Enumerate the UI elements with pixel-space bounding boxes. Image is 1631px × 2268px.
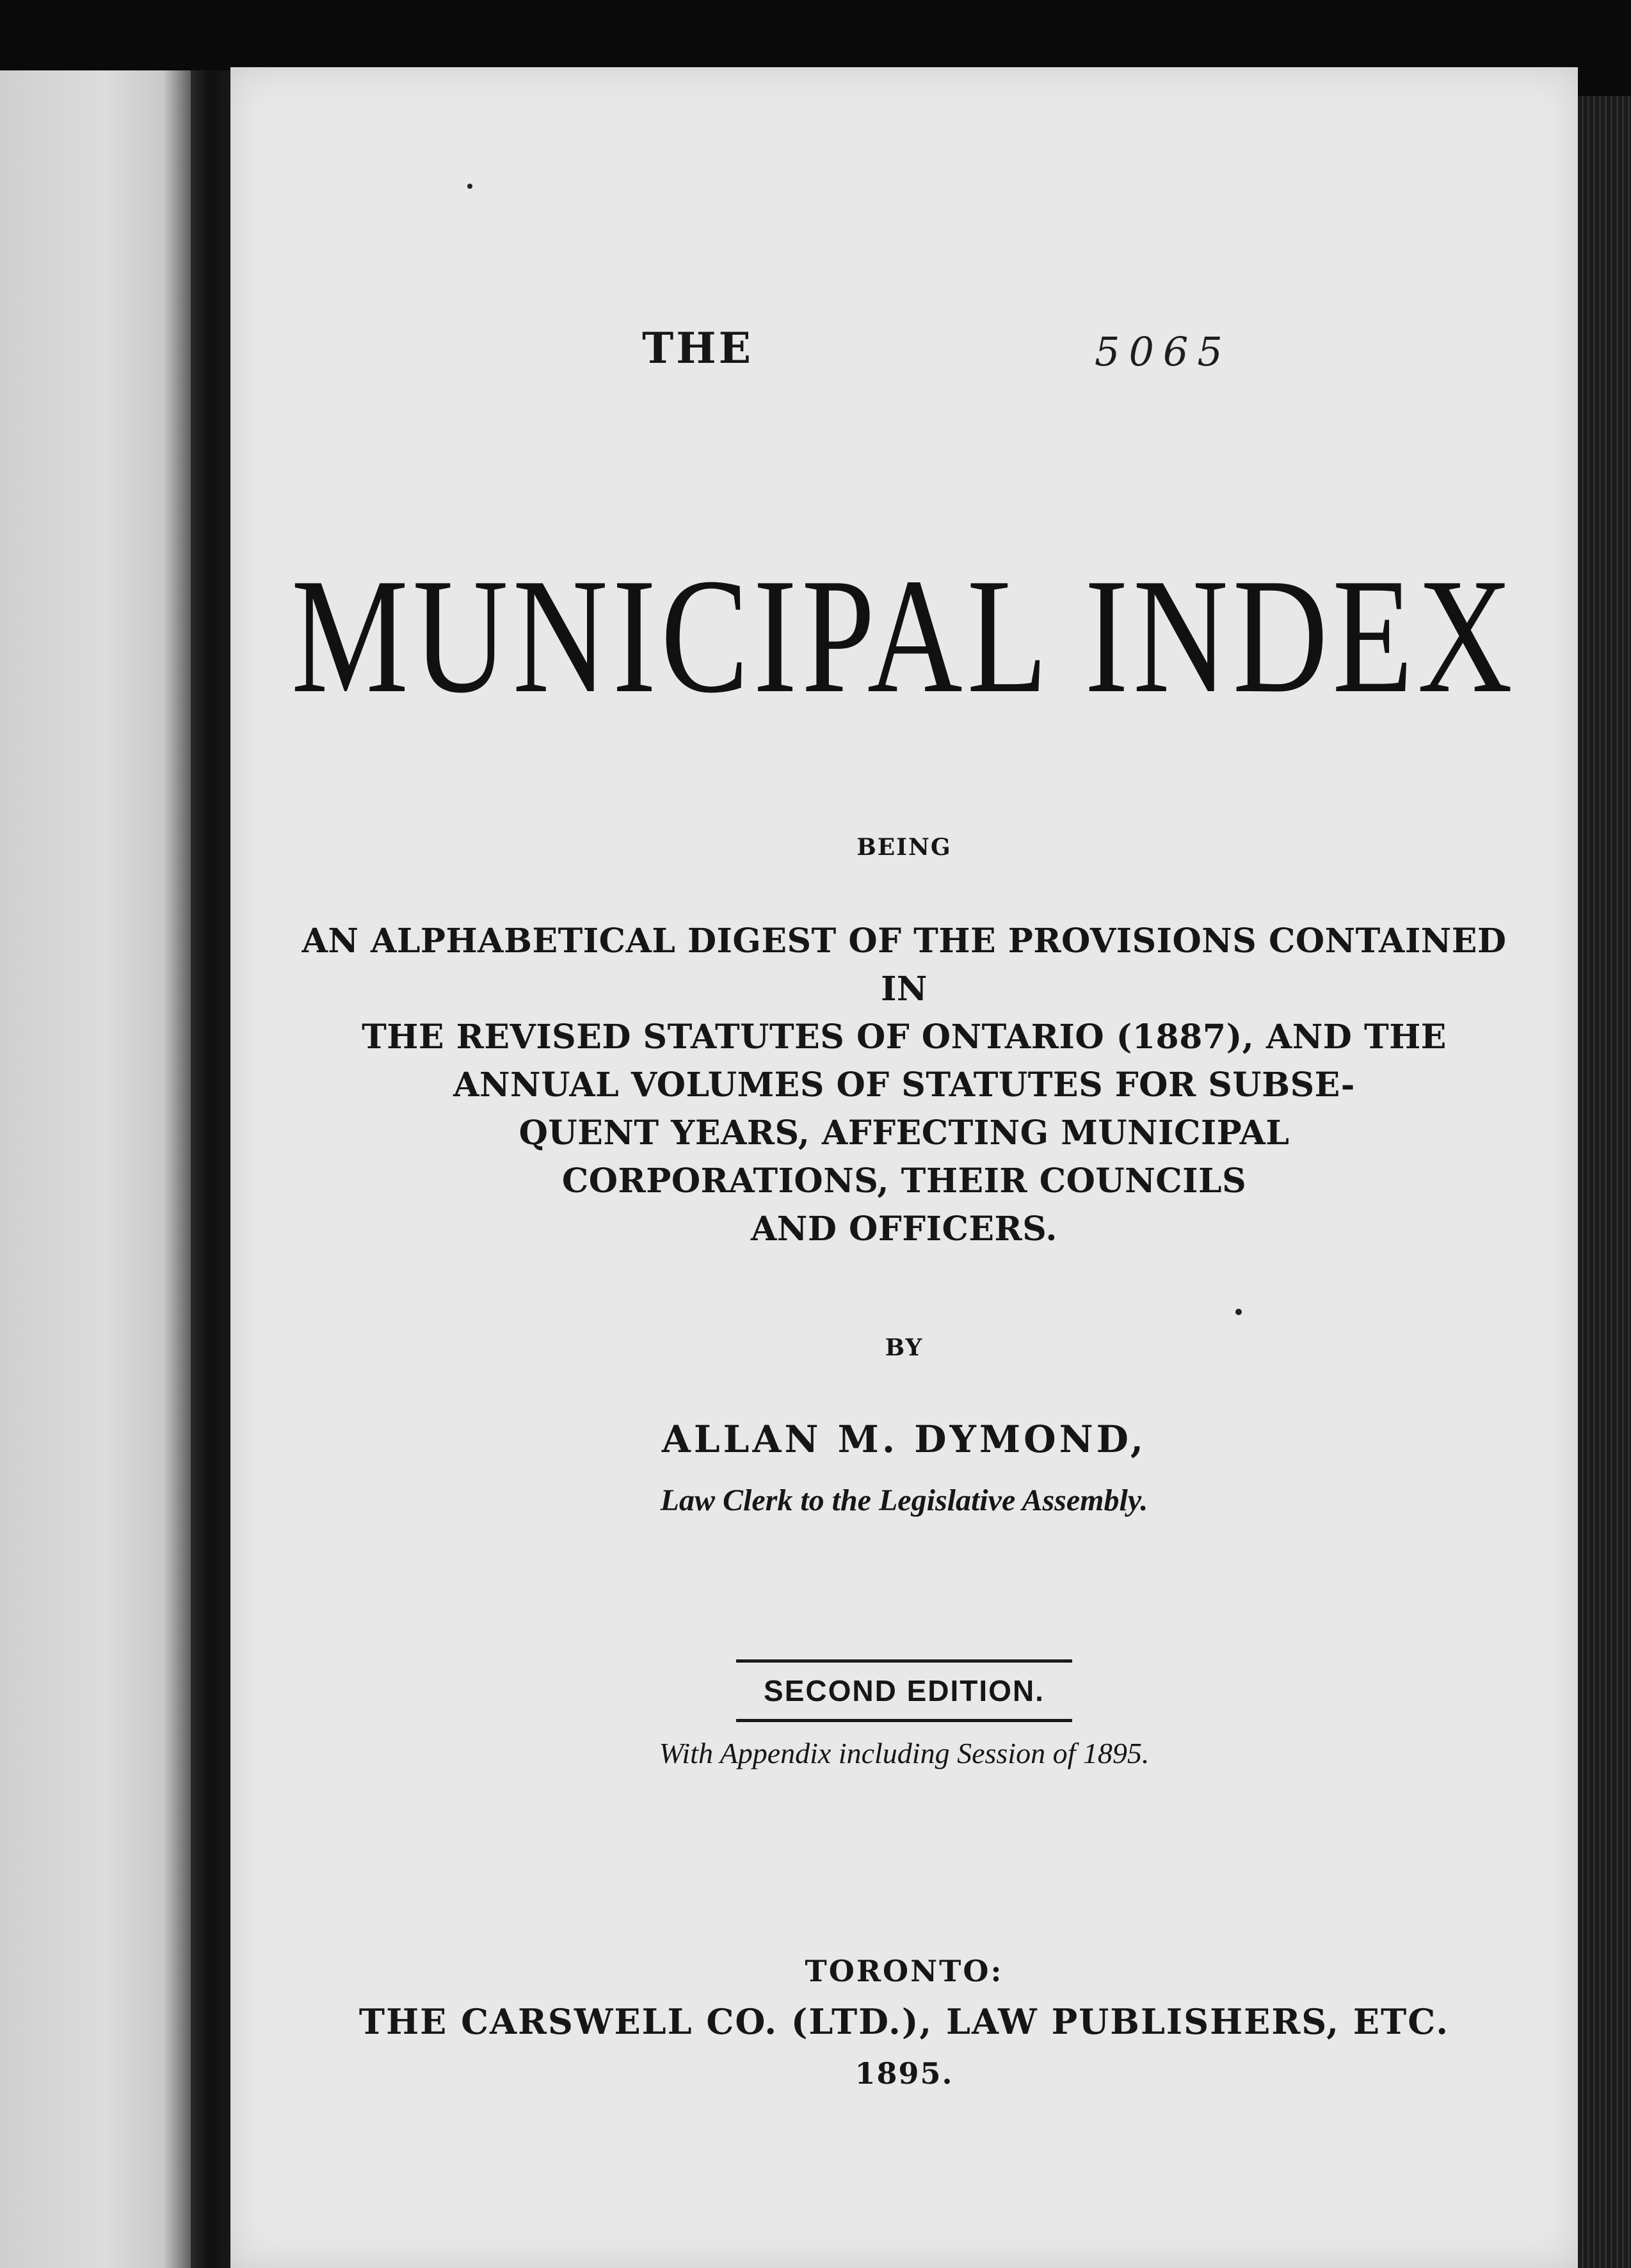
description-line: ANNUAL VOLUMES OF STATUTES FOR SUBSE- — [453, 1066, 1355, 1105]
appendix-note: With Appendix including Session of 1895. — [659, 1737, 1150, 1769]
edition-label: SECOND EDITION. — [764, 1674, 1045, 1707]
previous-page-edge — [0, 70, 192, 2268]
title-article: THE — [642, 323, 753, 373]
description-line: AND OFFICERS. — [750, 1210, 1058, 1249]
publication-year: 1895. — [855, 2056, 954, 2091]
description-line: CORPORATIONS, THEIR COUNCILS — [561, 1162, 1247, 1201]
ink-speck — [1235, 1309, 1242, 1315]
author-role: Law Clerk to the Legislative Assembly. — [660, 1483, 1148, 1517]
book-description — [294, 917, 1514, 1253]
edition-box — [736, 1659, 1072, 1722]
page-stack-edge — [1578, 96, 1631, 2268]
description-line: QUENT YEARS, AFFECTING MUNICIPAL — [518, 1114, 1290, 1153]
description-line: THE REVISED STATUTES OF ONTARIO (1887), AND THE — [362, 1018, 1447, 1057]
description-line: AN ALPHABETICAL DIGEST OF THE PROVISIONS CONTAINED IN — [301, 922, 1507, 1009]
title-page — [230, 67, 1578, 2268]
ink-speck — [467, 184, 472, 189]
handwritten-catalog-number: 5065 — [1095, 328, 1232, 375]
book-title: MUNICIPAL INDEX — [291, 544, 1518, 728]
publisher-name: THE CARSWELL CO. (LTD.), LAW PUBLISHERS, ETC. — [358, 2001, 1450, 2042]
author-name: ALLAN M. DYMOND, — [661, 1418, 1147, 1461]
publication-city: TORONTO: — [805, 1954, 1004, 1988]
by-label: BY — [885, 1334, 924, 1361]
being-label: BEING — [856, 834, 952, 861]
book-gutter — [191, 70, 236, 2268]
